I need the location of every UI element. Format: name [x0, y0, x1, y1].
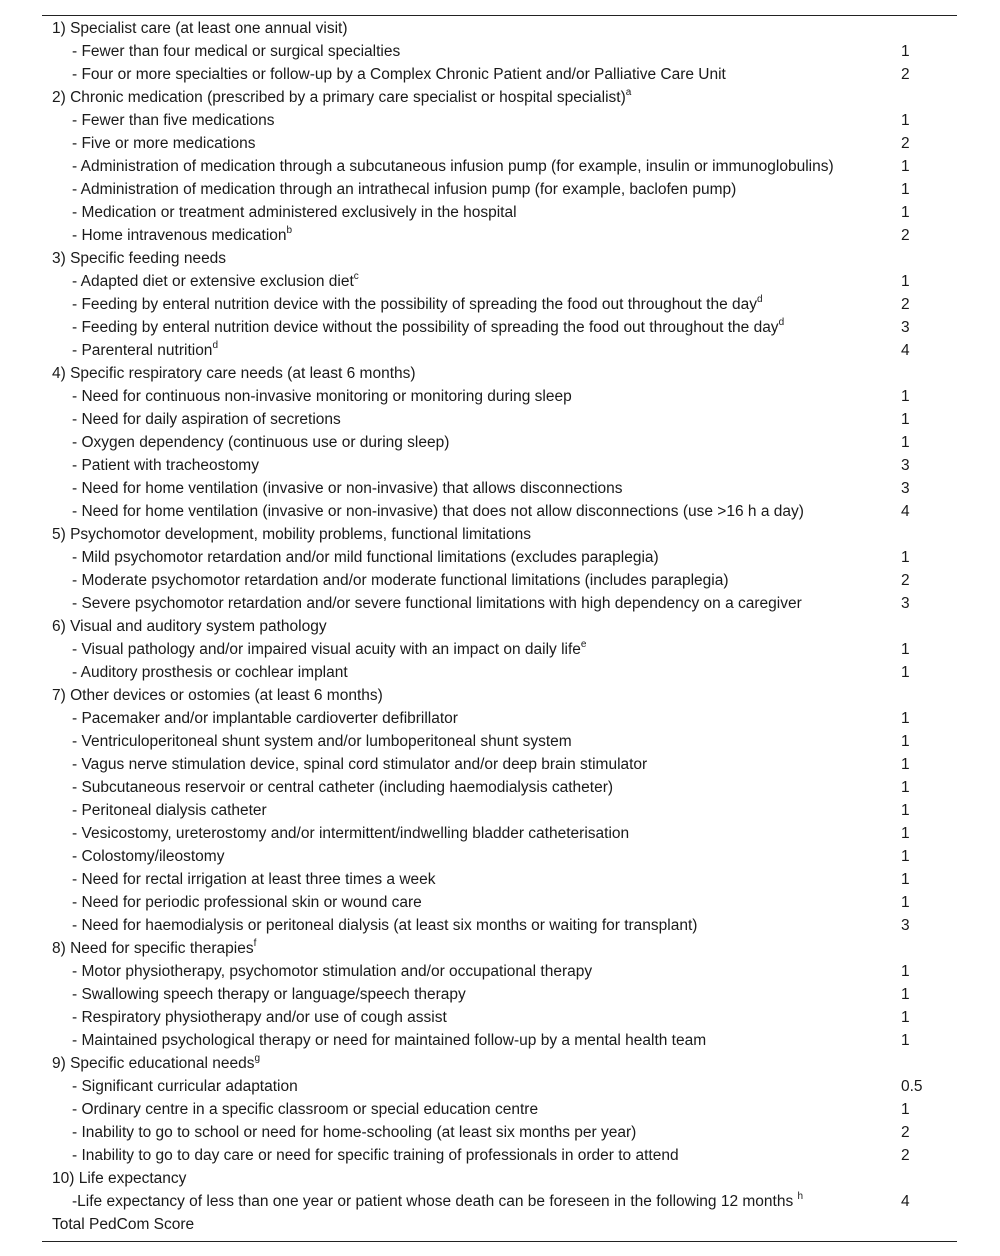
score-value: 2 [901, 572, 910, 589]
footnote-marker: f [253, 937, 257, 949]
label-text: -Life expectancy of less than one year or patient whose death can be foreseen in the following 12 months [72, 1193, 798, 1210]
label-text: - Vagus nerve stimulation device, spinal cord stimulator and/or deep brain stimulator [72, 756, 648, 773]
table-row [42, 408, 957, 431]
table-body [42, 17, 957, 1236]
item-label [72, 408, 341, 431]
score-value: 3 [901, 319, 910, 336]
section-header-row [42, 86, 957, 109]
score-value: 1 [901, 779, 910, 796]
score-value: 3 [901, 917, 910, 934]
section-title [52, 1052, 260, 1075]
table-row [42, 454, 957, 477]
footnote-marker: e [580, 638, 587, 650]
item-label [72, 569, 729, 592]
table-row [42, 960, 957, 983]
label-text: - Need for daily aspiration of secretions [72, 411, 341, 428]
label-text: - Swallowing speech therapy or language/speech therapy [72, 986, 466, 1003]
item-label [72, 316, 784, 339]
table-row [42, 638, 957, 661]
table-row [42, 1098, 957, 1121]
table-row [42, 799, 957, 822]
score-value: 2 [901, 66, 910, 83]
label-text: - Need for rectal irrigation at least three times a week [72, 871, 436, 888]
item-label [72, 776, 613, 799]
score-value: 2 [901, 135, 910, 152]
table-row [42, 753, 957, 776]
table-row [42, 293, 957, 316]
score-value: 2 [901, 227, 910, 244]
label-text: 5) Psychomotor development, mobility problems, functional limitations [52, 526, 531, 543]
table-row [42, 431, 957, 454]
label-text: - Ordinary centre in a specific classroom or special education centre [72, 1101, 539, 1118]
footnote-marker: d [757, 293, 763, 305]
label-text: - Respiratory physiotherapy and/or use of cough assist [72, 1009, 447, 1026]
score-value: 1 [901, 411, 910, 428]
label-text: - Mild psychomotor retardation and/or mild functional limitations (excludes paraplegia) [72, 549, 659, 566]
table-row [42, 1006, 957, 1029]
table-row [42, 891, 957, 914]
score-value: 2 [901, 1147, 910, 1164]
table-row [42, 914, 957, 937]
item-label [72, 592, 802, 615]
section-title [52, 523, 531, 546]
label-text: 2) Chronic medication (prescribed by a primary care specialist or hospital specialist) [52, 89, 626, 106]
label-text: - Peritoneal dialysis catheter [72, 802, 267, 819]
score-value: 1 [901, 181, 910, 198]
score-value: 1 [901, 158, 910, 175]
label-text: 7) Other devices or ostomies (at least 6 months) [52, 687, 383, 704]
footnote-marker: d [212, 339, 218, 351]
section-title [52, 86, 631, 109]
label-text: - Need for home ventilation (invasive or non-invasive) that does not allow disconnections (use >16 h a day) [72, 503, 804, 520]
item-label [72, 270, 359, 293]
item-label [72, 914, 697, 937]
table-row [42, 339, 957, 362]
footnote-marker: d [778, 316, 785, 328]
score-value: 3 [901, 480, 910, 497]
label-text: - Moderate psychomotor retardation and/or moderate functional limitations (includes paraplegia) [72, 572, 729, 589]
item-label [72, 431, 449, 454]
table-row [42, 1075, 957, 1098]
item-label [72, 1029, 706, 1052]
table-row [42, 201, 957, 224]
label-text: 1) Specialist care (at least one annual visit) [52, 20, 348, 37]
section-header-row [42, 684, 957, 707]
section-header-row [42, 1167, 957, 1190]
label-text: - Inability to go to day care or need for specific training of professionals in order to attend [72, 1147, 679, 1164]
item-label [72, 109, 274, 132]
score-value: 1 [901, 204, 910, 221]
label-text: - Need for continuous non-invasive monitoring or monitoring during sleep [72, 388, 572, 405]
score-value: 1 [901, 894, 910, 911]
table-row [42, 178, 957, 201]
label-text: 8) Need for specific therapies [52, 940, 254, 957]
item-label [72, 178, 736, 201]
score-value: 1 [901, 710, 910, 727]
footnote-marker: a [625, 86, 632, 98]
table-row [42, 132, 957, 155]
table-row [42, 822, 957, 845]
score-value: 1 [901, 434, 910, 451]
label-text: - Fewer than five medications [72, 112, 275, 129]
label-text: Total PedCom Score [52, 1216, 195, 1233]
label-text: - Vesicostomy, ureterostomy and/or intermittent/indwelling bladder catheterisation [72, 825, 630, 842]
section-title [52, 684, 383, 707]
item-label [72, 477, 623, 500]
table-row [42, 868, 957, 891]
section-header-row [42, 523, 957, 546]
score-value: 1 [901, 756, 910, 773]
item-label [72, 454, 259, 477]
table-row [42, 1029, 957, 1052]
score-value: 1 [901, 1032, 910, 1049]
score-value: 1 [901, 273, 910, 290]
label-text: - Five or more medications [72, 135, 256, 152]
score-value: 1 [901, 641, 910, 658]
score-value: 1 [901, 871, 910, 888]
item-label [72, 63, 726, 86]
score-value: 1 [901, 1009, 910, 1026]
score-value: 3 [901, 595, 910, 612]
score-value: 1 [901, 549, 910, 566]
label-text: 3) Specific feeding needs [52, 250, 227, 267]
label-text: - Administration of medication through a subcutaneous infusion pump (for example, insulin or immunoglobulins) [72, 158, 834, 175]
label-text: - Colostomy/ileostomy [72, 848, 225, 865]
section-title [52, 615, 327, 638]
label-text: - Subcutaneous reservoir or central catheter (including haemodialysis catheter) [72, 779, 614, 796]
label-text: - Maintained psychological therapy or need for maintained follow-up by a mental health team [72, 1032, 707, 1049]
table-row [42, 385, 957, 408]
section-header-row [42, 937, 957, 960]
score-value: 1 [901, 1101, 910, 1118]
label-text: - Adapted diet or extensive exclusion diet [72, 273, 354, 290]
item-label [72, 201, 517, 224]
section-header-row [42, 1052, 957, 1075]
item-label [72, 1098, 538, 1121]
table-row [42, 1144, 957, 1167]
item-label [72, 132, 255, 155]
label-text: 10) Life expectancy [52, 1170, 187, 1187]
item-label [72, 339, 218, 362]
item-label [72, 1144, 679, 1167]
label-text: - Feeding by enteral nutrition device without the possibility of spreading the food out throughout the day [72, 319, 779, 336]
item-label [72, 1190, 803, 1213]
item-label [72, 868, 436, 891]
label-text: - Need for periodic professional skin or wound care [72, 894, 422, 911]
label-text: - Fewer than four medical or surgical specialties [72, 43, 401, 60]
label-text: 9) Specific educational needs [52, 1055, 255, 1072]
table-row [42, 155, 957, 178]
table-row [42, 707, 957, 730]
label-text: 4) Specific respiratory care needs (at least 6 months) [52, 365, 416, 382]
table-row [42, 477, 957, 500]
table-row [42, 569, 957, 592]
label-text: - Need for home ventilation (invasive or non-invasive) that allows disconnections [72, 480, 623, 497]
score-value: 1 [901, 112, 910, 129]
section-title [52, 247, 226, 270]
label-text: - Parenteral nutrition [72, 342, 213, 359]
table-row [42, 224, 957, 247]
score-value: 1 [901, 986, 910, 1003]
score-value: 4 [901, 503, 910, 520]
item-label [72, 799, 267, 822]
table-row [42, 546, 957, 569]
item-label [72, 40, 400, 63]
label-text: - Need for haemodialysis or peritoneal dialysis (at least six months or waiting for transplant) [72, 917, 698, 934]
table-row [42, 500, 957, 523]
label-text: - Severe psychomotor retardation and/or severe functional limitations with high dependency on a caregiver [72, 595, 802, 612]
item-label [72, 293, 763, 316]
item-label [72, 500, 804, 523]
score-value: 2 [901, 296, 910, 313]
score-value: 1 [901, 664, 910, 681]
item-label [72, 1006, 447, 1029]
score-value: 3 [901, 457, 910, 474]
label-text: - Visual pathology and/or impaired visual acuity with an impact on daily life [72, 641, 581, 658]
score-value: 1 [901, 963, 910, 980]
label-text: - Administration of medication through an intrathecal infusion pump (for example, baclofen pump) [72, 181, 737, 198]
table-row [42, 983, 957, 1006]
label-text: - Auditory prosthesis or cochlear implant [72, 664, 348, 681]
score-value: 1 [901, 733, 910, 750]
label-text: - Motor physiotherapy, psychomotor stimulation and/or occupational therapy [72, 963, 593, 980]
label-text: - Home intravenous medication [72, 227, 287, 244]
item-label [72, 822, 629, 845]
table-row [42, 63, 957, 86]
score-value: 1 [901, 802, 910, 819]
label-text: - Medication or treatment administered exclusively in the hospital [72, 204, 517, 221]
section-header-row [42, 247, 957, 270]
section-header-row [42, 1213, 957, 1236]
section-header-row [42, 615, 957, 638]
section-title [52, 362, 416, 385]
section-title [52, 937, 256, 960]
table-row [42, 592, 957, 615]
section-title [52, 1213, 194, 1236]
score-value: 4 [901, 1193, 910, 1210]
item-label [72, 224, 292, 247]
item-label [72, 707, 458, 730]
label-text: - Patient with tracheostomy [72, 457, 259, 474]
section-title [52, 1167, 186, 1190]
item-label [72, 845, 224, 868]
item-label [72, 1121, 636, 1144]
item-label [72, 661, 348, 684]
section-header-row [42, 362, 957, 385]
item-label [72, 155, 834, 178]
item-label [72, 960, 592, 983]
footnote-marker: b [286, 224, 293, 236]
table-row [42, 316, 957, 339]
score-value: 0.5 [901, 1078, 923, 1095]
table-row [42, 730, 957, 753]
label-text: - Inability to go to school or need for home-schooling (at least six months per year) [72, 1124, 637, 1141]
score-value: 1 [901, 388, 910, 405]
label-text: - Ventriculoperitoneal shunt system and/or lumboperitoneal shunt system [72, 733, 572, 750]
table-row [42, 845, 957, 868]
item-label [72, 385, 572, 408]
table-row [42, 1190, 957, 1213]
item-label [72, 546, 659, 569]
score-value: 2 [901, 1124, 910, 1141]
score-value: 4 [901, 342, 910, 359]
score-value: 1 [901, 848, 910, 865]
footnote-marker: c [353, 270, 359, 282]
label-text: - Oxygen dependency (continuous use or during sleep) [72, 434, 450, 451]
item-label [72, 1075, 298, 1098]
table-row [42, 40, 957, 63]
table-row [42, 109, 957, 132]
label-text: - Pacemaker and/or implantable cardioverter defibrillator [72, 710, 458, 727]
label-text: - Four or more specialties or follow-up by a Complex Chronic Patient and/or Palliative Care Unit [72, 66, 726, 83]
label-text: 6) Visual and auditory system pathology [52, 618, 327, 635]
score-value: 1 [901, 825, 910, 842]
table-row [42, 661, 957, 684]
pedcom-score-table [42, 15, 957, 1242]
item-label [72, 753, 647, 776]
score-value: 1 [901, 43, 910, 60]
table-row [42, 1121, 957, 1144]
label-text: - Significant curricular adaptation [72, 1078, 298, 1095]
footnote-marker: h [797, 1190, 804, 1202]
section-title [52, 17, 348, 40]
item-label [72, 983, 466, 1006]
section-header-row [42, 17, 957, 40]
table-row [42, 776, 957, 799]
label-text: - Feeding by enteral nutrition device with the possibility of spreading the food out throughout the day [72, 296, 758, 313]
table-row [42, 270, 957, 293]
footnote-marker: g [254, 1052, 261, 1064]
item-label [72, 891, 422, 914]
item-label [72, 730, 572, 753]
item-label [72, 638, 586, 661]
